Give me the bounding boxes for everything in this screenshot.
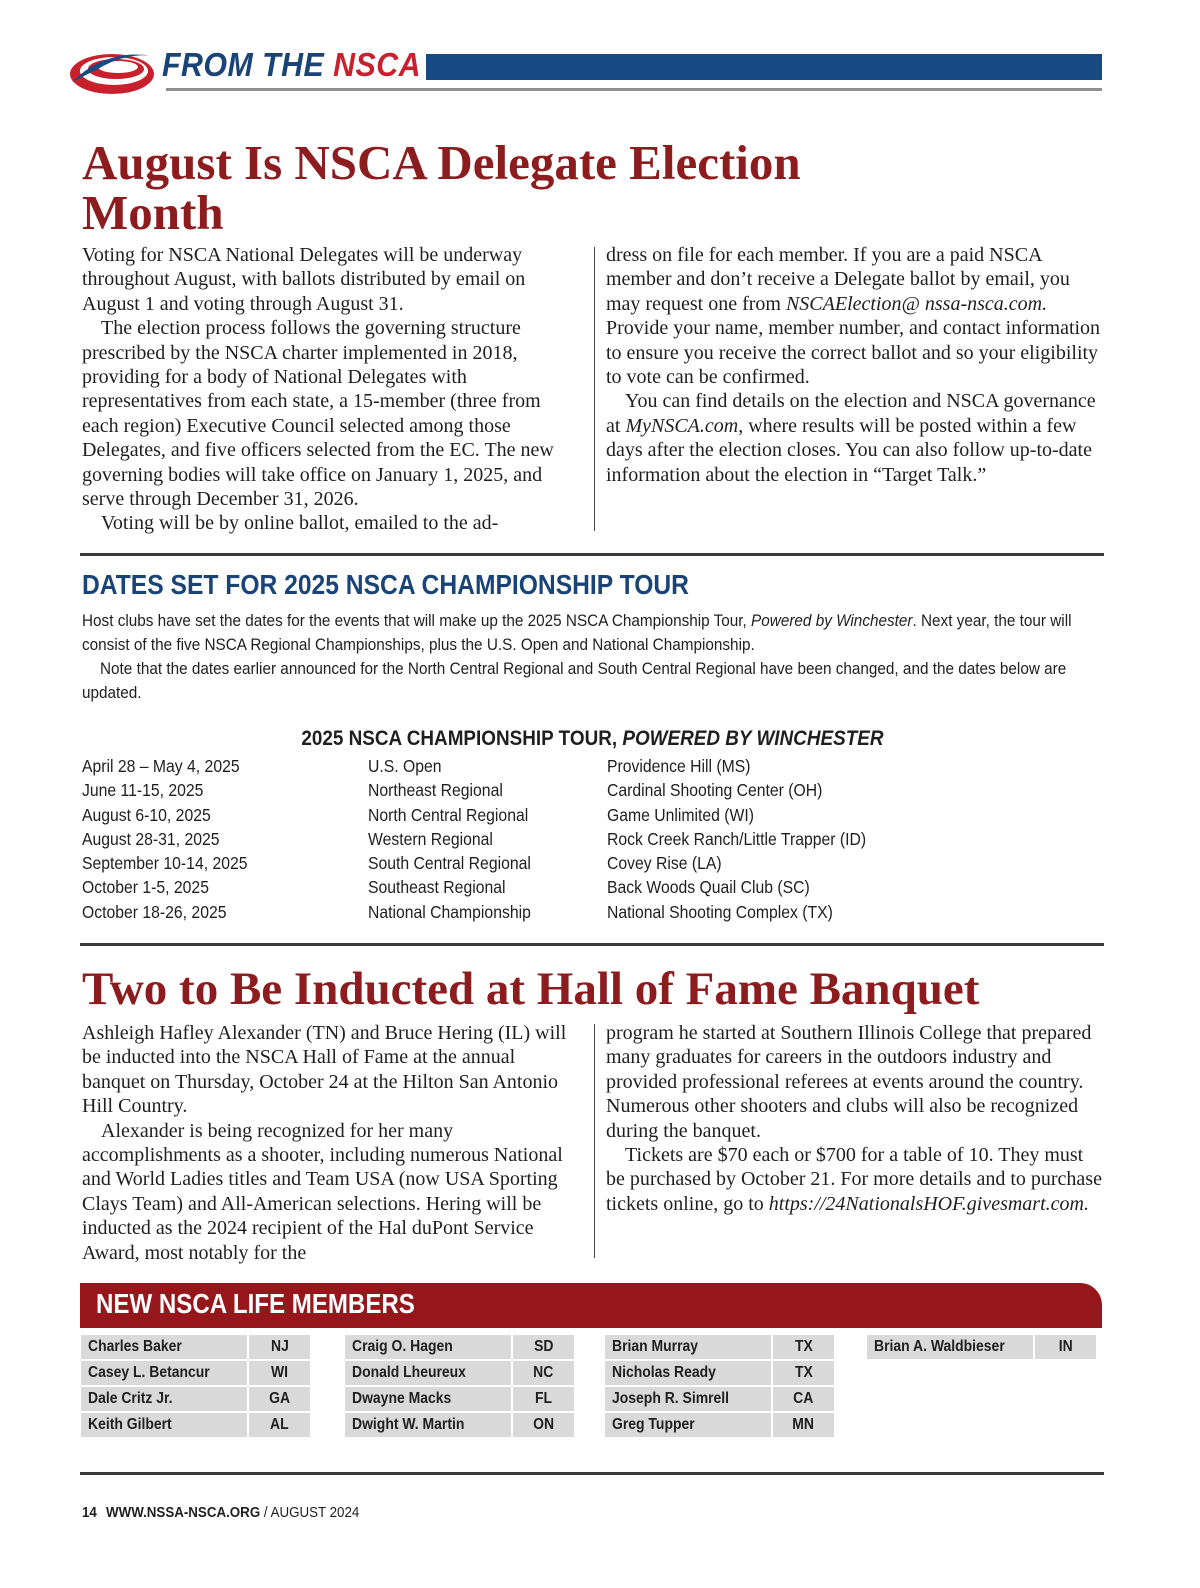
life-members-title: NEW NSCA LIFE MEMBERS: [96, 1288, 415, 1319]
tour-event: North Central Regional: [368, 804, 529, 825]
tour-table-title: 2025 NSCA CHAMPIONSHIP TOUR, POWERED BY WINCHESTER: [300, 727, 884, 750]
life-member-name: Brian Murray: [605, 1335, 773, 1361]
tour-intro: Host clubs have set the dates for the events that will make up the 2025 NSCA Championship Tour, Powered by Winchester. Next year, the tour will consist of the five NSCA Regional Championships, plus the U.S. Open and National Championship.: [82, 611, 1072, 654]
tour-location: Rock Creek Ranch/Little Trapper (ID): [607, 828, 867, 849]
tour-location: Providence Hill (MS): [607, 756, 751, 776]
tickets-link[interactable]: https://24NationalsHOF.givesmart.com.: [768, 1192, 1089, 1215]
article-paragraph: Alexander is being recognized for her many accomplishments as a shooter, including numerous National and World Ladies titles and Team USA (now USA Sporting Clays Team) and All-American selections. Hering will be inducted as the 2024 recipient of the Hal duPont Service Award, most notably for the: [82, 1119, 563, 1264]
life-member-name: Joseph R. Simrell: [605, 1387, 773, 1413]
life-member-name: Dwight W. Martin: [345, 1413, 513, 1439]
life-member-state: GA: [249, 1387, 310, 1413]
life-member-name: Brian A. Waldbieser: [867, 1335, 1035, 1361]
tour-event: Northeast Regional: [368, 780, 503, 801]
nsca-logo-icon: [66, 38, 158, 100]
tour-location: National Shooting Complex (TX): [607, 901, 833, 922]
tour-date: August 6-10, 2025: [82, 804, 211, 825]
tour-location: Cardinal Shooting Center (OH): [607, 780, 823, 801]
tour-event: Western Regional: [368, 828, 493, 849]
life-members-column: [605, 1335, 834, 1439]
life-member-state: WI: [249, 1361, 310, 1387]
life-member-row: [605, 1413, 834, 1439]
tour-location: Covey Rise (LA): [607, 853, 722, 874]
tour-event: U.S. Open: [368, 756, 442, 776]
tour-row: [82, 754, 942, 778]
life-member-state: CA: [773, 1387, 834, 1413]
article-paragraph: Ashleigh Hafley Alexander (TN) and Bruce Hering (IL) will be inducted into the NSCA Hall of Fame at the annual banquet on Thursday, October 24 at the Hilton San Antonio Hill Country.: [82, 1022, 567, 1118]
article-column-right: [606, 243, 1102, 487]
tour-note: Note that the dates earlier announced for the North Central Regional and South Central Regional have been changed, and the dates below are updated.: [82, 659, 1067, 702]
life-member-row: [345, 1335, 574, 1361]
life-member-row: [605, 1335, 834, 1361]
tour-row: [82, 900, 942, 924]
section-label: FROM THE NSCA: [162, 46, 421, 83]
issue-date: / AUGUST 2024: [260, 1505, 360, 1521]
section-header: [66, 38, 1104, 98]
life-member-state: NC: [513, 1361, 574, 1387]
life-member-state: AL: [249, 1413, 310, 1439]
election-email-link[interactable]: NSCAElection@ nssa-nsca.com.: [785, 292, 1048, 315]
life-member-name: Craig O. Hagen: [345, 1335, 513, 1361]
article-paragraph: program he started at Southern Illinois College that prepared many graduates for careers in the outdoors industry and provided professional referees at events around the country. Numerous other shooters and clubs will also be recognized during the banquet.: [606, 1022, 1092, 1142]
tour-row: [82, 827, 942, 851]
tour-date: September 10-14, 2025: [82, 853, 248, 874]
life-members-column: [81, 1335, 310, 1439]
life-member-name: Donald Lheureux: [345, 1361, 513, 1387]
tour-schedule-table: [82, 754, 942, 924]
life-member-row: [605, 1361, 834, 1387]
life-member-name: Dwayne Macks: [345, 1387, 513, 1413]
life-members-column: [345, 1335, 574, 1439]
column-divider: [594, 1024, 595, 1258]
life-member-name: Greg Tupper: [605, 1413, 773, 1439]
life-members-column: [867, 1335, 1096, 1361]
life-member-name: Nicholas Ready: [605, 1361, 773, 1387]
tour-date: October 18-26, 2025: [82, 901, 227, 922]
section-divider: [80, 943, 1104, 946]
tour-date: April 28 – May 4, 2025: [82, 756, 240, 776]
life-member-name: Casey L. Betancur: [81, 1361, 249, 1387]
header-bar: [426, 54, 1102, 80]
website-link[interactable]: WWW.NSSA-NSCA.ORG: [106, 1505, 261, 1521]
tour-row: [82, 875, 942, 899]
tour-date: October 1-5, 2025: [82, 877, 209, 898]
tour-event: South Central Regional: [368, 853, 531, 874]
tour-event: Southeast Regional: [368, 877, 506, 898]
life-member-name: Keith Gilbert: [81, 1413, 249, 1439]
footer-divider: [80, 1472, 1104, 1475]
tour-location: Back Woods Quail Club (SC): [607, 877, 810, 898]
life-member-row: [345, 1413, 574, 1439]
tour-row: [82, 851, 942, 875]
life-member-name: Dale Critz Jr.: [81, 1387, 249, 1413]
header-rule: [166, 88, 1102, 91]
life-member-name: Charles Baker: [81, 1335, 249, 1361]
tour-heading: DATES SET FOR 2025 NSCA CHAMPIONSHIP TOUR: [82, 569, 689, 600]
tour-date: August 28-31, 2025: [82, 828, 220, 849]
article-paragraph: Voting will be by online ballot, emailed to the ad-: [101, 512, 499, 535]
article-paragraph: Tickets are $70 each or $700 for a table of 10. They must be purchased by October 21. For more details and to purchase tickets online, go to https://24NationalsHOF.givesmart.com.: [606, 1144, 1102, 1215]
page-footer: [82, 1505, 359, 1521]
life-member-row: [345, 1361, 574, 1387]
life-member-row: [345, 1387, 574, 1413]
life-member-state: FL: [513, 1387, 574, 1413]
mynsca-link[interactable]: MyNSCA.com: [625, 414, 739, 437]
page-number: 14: [82, 1505, 97, 1521]
article-paragraph: The election process follows the governing structure prescribed by the NSCA charter implemented in 2018, providing for a body of National Delegates with representatives from each state, a 15-member (three from each region) Executive Council selected among those Delegates, and five officers selected from the EC. The new governing bodies will take office on January 1, 2025, and serve through December 31, 2026.: [82, 317, 554, 511]
life-member-state: MN: [773, 1413, 834, 1439]
life-member-state: IN: [1035, 1335, 1096, 1361]
article-paragraph: dress on file for each member. If you are a paid NSCA member and don’t receive a Delegate ballot by email, you may request one from NSCAElection@ nssa-nsca.com. Provide your name, member number, and contact information to ensure you receive the correct ballot and so your eligibility to vote can be confirmed.: [606, 244, 1101, 389]
life-member-row: [81, 1387, 310, 1413]
article-column-left: [82, 243, 582, 536]
life-member-state: ON: [513, 1413, 574, 1439]
tour-location: Game Unlimited (WI): [607, 804, 755, 825]
article-column-left: [82, 1021, 582, 1265]
tour-date: June 11-15, 2025: [82, 780, 204, 801]
life-member-row: [81, 1361, 310, 1387]
life-member-row: [605, 1387, 834, 1413]
column-divider: [594, 247, 595, 531]
life-member-state: TX: [773, 1335, 834, 1361]
tour-row: [82, 778, 942, 802]
tour-event: National Championship: [368, 901, 531, 922]
tour-row: [82, 803, 942, 827]
life-member-row: [867, 1335, 1096, 1361]
article-headline: August Is NSCA Delegate Election Month: [82, 135, 801, 240]
article-paragraph: Voting for NSCA National Delegates will be underway throughout August, with ballots distributed by email on August 1 and voting through August 31.: [82, 244, 526, 315]
section-divider: [80, 553, 1104, 556]
life-member-state: SD: [513, 1335, 574, 1361]
life-member-row: [81, 1335, 310, 1361]
life-member-state: TX: [773, 1361, 834, 1387]
article-headline: Two to Be Inducted at Hall of Fame Banquet: [82, 963, 980, 1015]
article-column-right: [606, 1021, 1102, 1216]
life-member-state: NJ: [249, 1335, 310, 1361]
life-member-row: [81, 1413, 310, 1439]
article-paragraph: You can find details on the election and NSCA governance at MyNSCA.com, where results will be posted within a few days after the election closes. You can also follow up-to-date information about the election in “Target Talk.”: [606, 390, 1096, 486]
